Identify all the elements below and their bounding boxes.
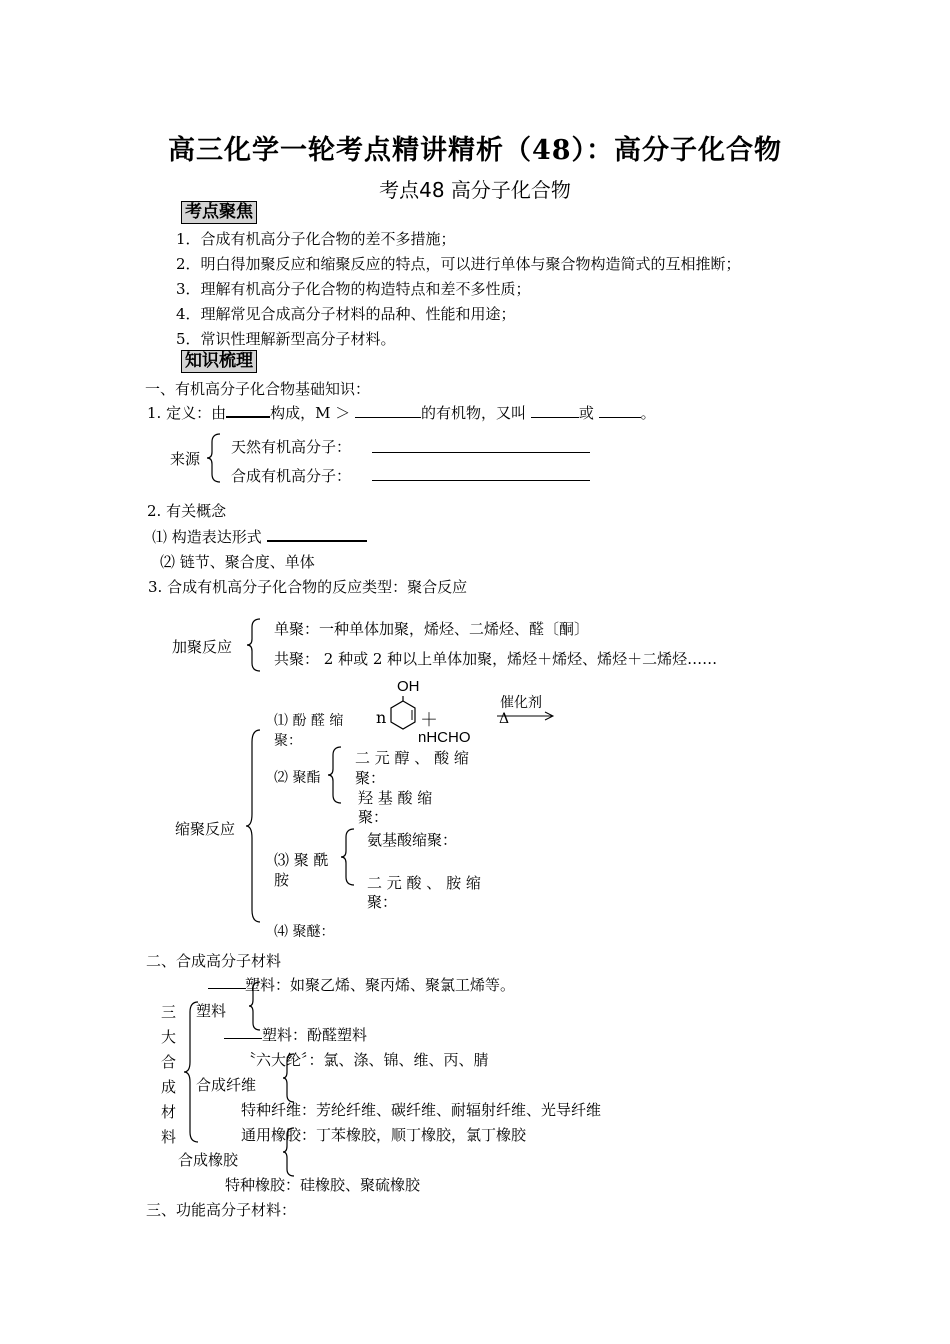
polyether: ⑷ 聚醚： — [274, 924, 335, 940]
section-1-heading: 一、有机高分子化合物基础知识： — [145, 380, 371, 398]
review-tag: 知识梳理 — [181, 350, 257, 373]
three-synthetic-materials-label — [161, 1000, 181, 1150]
brace-icon — [182, 1000, 202, 1144]
fiber-label: 合成纤维 — [196, 1076, 257, 1094]
focus-item-2: 2．明白得加聚反应和缩聚反应的特点，可以进行单体与聚合物构造简式的互相推断； — [176, 255, 741, 273]
section-2-heading: 二、合成高分子材料 — [146, 952, 282, 970]
diacid-amine-a: 二 元 酸 、 胺 缩 — [367, 874, 481, 892]
definition-part-2: 构成，M ＞ — [270, 404, 351, 422]
focus-item-3: 3．理解有机高分子化合物的构造特点和差不多性质； — [176, 280, 531, 298]
source-label: 来源 — [170, 450, 201, 468]
definition-part-1: 1. 定义：由 — [147, 404, 227, 422]
synthetic-polymer-blank[interactable] — [372, 466, 590, 481]
definition-line — [147, 402, 656, 423]
synthetic-polymer-label: 合成有机高分子： — [231, 467, 352, 485]
amino-acid: 氨基酸缩聚： — [367, 831, 458, 849]
benzene-ring-icon — [388, 696, 418, 732]
plastic-label: 塑料 — [196, 1002, 227, 1020]
plastic-line-2: 塑料：酚醛塑料 — [262, 1026, 368, 1044]
focus-tag: 考点聚焦 — [181, 201, 257, 224]
rubber-line-2: 特种橡胶：硅橡胶、聚硫橡胶 — [225, 1176, 421, 1194]
concept-2: ⑵ 链节、聚合度、单体 — [160, 553, 315, 571]
focus-item-4: 4．理解常见合成高分子材料的品种、性能和用途； — [176, 305, 516, 323]
blank-field[interactable] — [208, 988, 246, 989]
brace-icon — [282, 1052, 298, 1104]
hydroxy-acid-b: 聚： — [358, 808, 389, 826]
vertical-char: 三 — [161, 1003, 177, 1021]
natural-polymer-label: 天然有机高分子： — [231, 438, 352, 456]
concepts-heading: 2. 有关概念 — [147, 502, 227, 520]
plastic-line-1: 塑料：如聚乙烯、聚丙烯、聚氯工烯等。 — [245, 976, 516, 994]
brace-icon — [244, 728, 266, 924]
blank-field[interactable] — [267, 526, 367, 542]
brace-icon — [246, 617, 266, 673]
condensation-label: 缩聚反应 — [175, 820, 236, 838]
addition-label: 加聚反应 — [172, 638, 233, 656]
pf-label-b: 聚： — [274, 733, 302, 749]
homopolymerization: 单聚：一种单体加聚，烯烃、二烯烃、醛〔酮〕 — [274, 620, 590, 638]
heat-symbol: Δ — [499, 711, 510, 727]
section-3-heading: 三、功能高分子材料： — [146, 1201, 297, 1219]
diacid-amine-b: 聚： — [367, 893, 398, 911]
pf-label-a: ⑴ 酚 醛 缩 — [274, 713, 344, 729]
concept-1 — [152, 526, 367, 547]
rubber-line-1: 通用橡胶：丁苯橡胶，顺丁橡胶，氯丁橡胶 — [241, 1126, 527, 1144]
polyester-label: ⑵ 聚酯 — [274, 770, 321, 786]
coefficient-n: n — [376, 708, 387, 727]
blank-field[interactable] — [531, 403, 579, 418]
definition-part-3: 的有机物，又叫 — [421, 404, 527, 422]
reactions-heading: 3. 合成有机高分子化合物的反应类型：聚合反应 — [148, 578, 468, 596]
fiber-line-2: 特种纤维：芳纶纤维、碳纤维、耐辐射纤维、光导纤维 — [241, 1101, 602, 1119]
vertical-char: 成 — [161, 1078, 177, 1096]
page-subtitle: 考点48 高分子化合物 — [379, 178, 571, 202]
copolymerization: 共聚： 2 种或 2 种以上单体加聚，烯烃＋烯烃、烯烃＋二烯烃…… — [274, 650, 718, 668]
formaldehyde: nHCHO — [418, 729, 471, 746]
definition-part-5: 。 — [640, 404, 656, 422]
diol-acid-b: 聚： — [355, 769, 386, 787]
hydroxy-acid-a: 羟 基 酸 缩 — [358, 789, 433, 807]
brace-icon — [327, 745, 347, 805]
rubber-label: 合成橡胶 — [178, 1151, 239, 1169]
fiber-line-1: 〝六大纶〞：氯、涤、锦、维、丙、腈 — [241, 1051, 489, 1069]
oh-group: OH — [397, 678, 420, 695]
blank-field[interactable] — [599, 403, 641, 418]
vertical-char: 合 — [161, 1053, 177, 1071]
vertical-char: 大 — [161, 1028, 177, 1046]
blank-field[interactable] — [226, 402, 270, 418]
vertical-char: 料 — [161, 1128, 177, 1146]
blank-field[interactable] — [355, 403, 421, 418]
plus-sign: ＋ — [420, 710, 438, 731]
brace-icon — [340, 827, 360, 887]
brace-icon — [282, 1126, 298, 1178]
polyamide-label-b: 胺 — [274, 871, 290, 889]
focus-item-5: 5．常识性理解新型高分子材料。 — [176, 330, 396, 348]
brace-icon — [206, 432, 226, 484]
focus-item-1: 1．合成有机高分子化合物的差不多措施； — [176, 230, 456, 248]
catalyst-label: 催化剂 — [500, 695, 542, 711]
blank-field[interactable] — [224, 1038, 262, 1039]
vertical-char: 材 — [161, 1103, 177, 1121]
diol-acid-a: 二 元 醇 、 酸 缩 — [355, 749, 469, 767]
page-title: 高三化学一轮考点精讲精析（48）：高分子化合物 — [167, 135, 783, 166]
natural-polymer-blank[interactable] — [372, 438, 590, 453]
concept-1-label: ⑴ 构造表达形式 — [152, 528, 262, 546]
polyamide-label-a: ⑶ 聚 酰 — [274, 851, 329, 869]
definition-part-4: 或 — [578, 404, 594, 422]
